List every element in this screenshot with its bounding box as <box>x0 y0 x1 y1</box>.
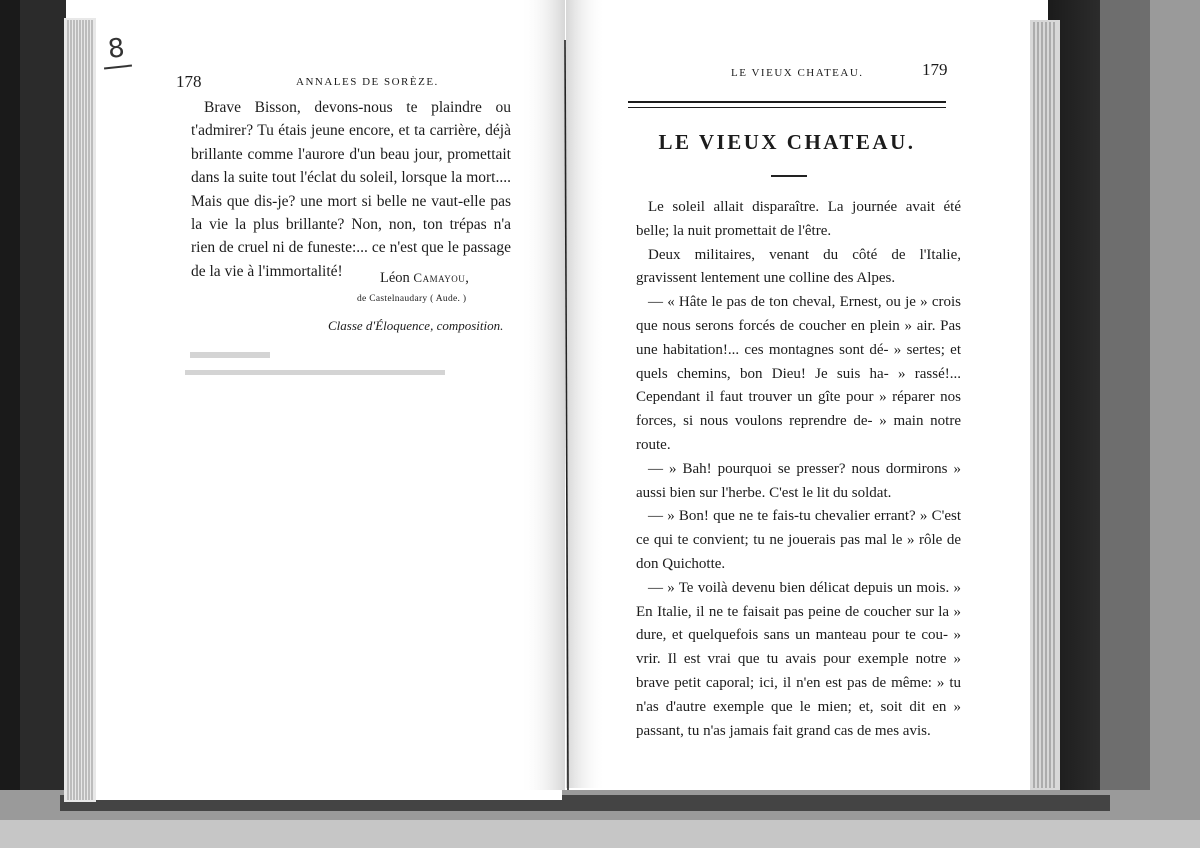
right-page-stack <box>1030 20 1060 790</box>
signature-last-name: Camayou <box>413 270 466 285</box>
left-running-head: ANNALES DE SORÈZE. <box>296 76 439 88</box>
paragraph: — « Hâte le pas de ton cheval, Ernest, ou je » crois que nous serons forcés de coucher en plein » air. Pas une habitation!... ces montagnes sont dé- » sertes; et quels chemins, bon Dieu! Je suis ha- » rassé!... Cependant il faut trouver un gîte pour » réparer nos forces, si nous voulons reprendre de- » main notre route. <box>636 294 961 453</box>
left-page-number: 178 <box>176 72 202 91</box>
signature-suffix: , <box>465 270 469 286</box>
paragraph: — » Bon! que ne te fais-tu chevalier errant? » C'est ce qui te convient; tu ne jouerais pas mal le » rôle de don Quichotte. <box>636 508 961 572</box>
signature-first-name: Léon <box>380 270 410 286</box>
class-line: Classe d'Éloquence, composition. <box>328 318 504 333</box>
author-origin: de Castelnaudary ( Aude. ) <box>357 294 467 304</box>
handwritten-margin-note: 8 <box>106 33 127 65</box>
right-page-number: 179 <box>922 60 948 79</box>
paragraph: Le soleil allait disparaître. La journée avait été belle; la nuit promettait de l'être. <box>636 199 961 239</box>
paragraph: Deux militaires, venant du côté de l'Italie, gravissent lentement une colline des Alpes. <box>636 246 961 287</box>
paragraph: — » Bah! pourquoi se presser? nous dormirons » aussi bien sur l'herbe. C'est le lit du soldat. <box>636 460 961 501</box>
left-body-text <box>191 96 511 283</box>
title-dash <box>771 175 807 177</box>
header-rule <box>628 101 946 108</box>
right-running-head: LE VIEUX CHATEAU. <box>731 67 864 79</box>
left-paragraph: Brave Bisson, devons-nous te plaindre ou t'admirer? Tu étais jeune encore, et ta carrière, déjà brillante comme l'aurore d'un beau jour, promettait dans la suite tout l'éclat du soleil, lorsque la mort.... Mais que dis-je? une mort si belle ne vaut-elle pas la vie la plus brillante? Non, non, ton trépas n'a rien de cruel ni de funeste:... ce n'est que le passage de la vie à l'immortalité! <box>191 99 511 280</box>
paragraph: — » Te voilà devenu bien délicat depuis un mois. » En Italie, il ne te faisait pas peine de coucher sur la » dure, et quelquefois sans un manteau pour te cou- » vrir. Il est vrai que tu avais pour exemple notre » brave petit caporal; ici, il n'en est pas de même: » tu n'as d'autre exemple que le mien; et, soit dit en » passant, tu n'as jamais fait grand cas de mes avis. <box>636 579 961 739</box>
author-signature <box>380 270 469 287</box>
chapter-title: LE VIEUX CHATEAU. <box>658 130 916 154</box>
right-body-text <box>636 196 961 743</box>
